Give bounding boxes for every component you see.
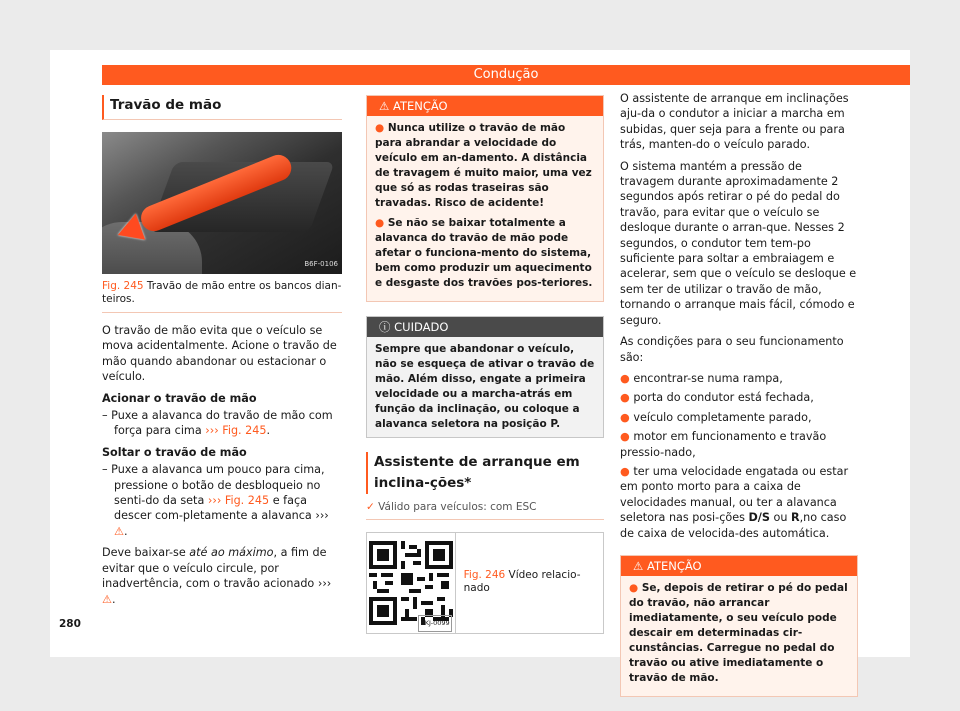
section2-title: Assistente de arranque em inclina-ções* [366, 452, 604, 494]
condition-item: ● veículo completamente parado, [620, 410, 812, 424]
warning-triangle-icon: ⚠ [633, 558, 644, 573]
warning-body [621, 576, 857, 696]
figure-link[interactable]: ››› Fig. 245 [205, 424, 267, 438]
photo-code: B6F-0106 [304, 259, 338, 268]
condition-item: ● porta do condutor está fechada, [620, 391, 814, 405]
qr-code-icon[interactable] [369, 541, 453, 625]
check-icon: ✓ [366, 501, 375, 513]
warning-item: ● Se não se baixar totalmente a alavanca do travão de mão pode afetar o funciona-mento do sistema, bem como produzir um aquecimento e desgaste dos travões pos-teriores. [375, 217, 593, 289]
condition-item: ● ter uma velocidade engatada ou estar em ponto morto para a caixa de velocidades manual, ou ter a alavanca seletora nas posi-ções D/S ou R,no caso de caixa de velocida-des automática. [620, 464, 849, 540]
column-2 [366, 95, 604, 634]
paragraph-3: As condições para o seu funcionamento são: [620, 335, 844, 364]
warning-triangle-icon[interactable]: ⚠ [102, 592, 113, 606]
warning-header: ⚠ ATENÇÃO [367, 96, 603, 116]
step-release: – Puxe a alavanca um pouco para cima, pressione o botão de desbloqueio no senti-do da seta ››› Fig. 245 e faça descer com-pletamente a alavanca ››› ⚠. [102, 463, 329, 538]
figure-number[interactable]: Fig. 245 [102, 280, 144, 292]
condition-item: ● encontrar-se numa rampa, [620, 371, 783, 385]
handbrake-photo [102, 132, 342, 274]
page [50, 50, 910, 684]
caution-body: Sempre que abandonar o veículo, não se esqueça de ativar o travão de mão. Além disso, engate a primeira velocidade ou a marcha-atrás em função da inclinação, ou coloque a alavanca seletora na posição P. [375, 343, 595, 430]
figure-number[interactable]: Fig. 246 [463, 569, 506, 582]
step-apply: – Puxe a alavanca do travão de mão com força para cima ››› Fig. 245. [102, 409, 333, 438]
condition-item: ● motor em funcionamento e travão pressio-nado, [620, 430, 827, 459]
section-title: Travão de mão [102, 95, 342, 120]
warning-triangle-icon: ⚠ [379, 99, 390, 113]
warning-item: ● Nunca utilize o travão de mão para abrandar a velocidade do veículo em an-damento. A distância de travagem é muito maior, uma vez que só as rodas traseiras são travadas. Risco de acidente! [375, 122, 592, 209]
warning-body [367, 116, 603, 301]
column-1 [102, 95, 342, 613]
info-circle-icon: ⓘ [379, 320, 391, 334]
warning-box [366, 95, 604, 302]
paragraph-1: O assistente de arranque em inclinações aju-da o condutor a iniciar a marcha em subidas, quer seja para a frente ou para trás, manten-do o veículo parado. [620, 92, 849, 152]
warning-link[interactable]: ››› [315, 509, 329, 523]
warning-link[interactable]: ››› [317, 577, 332, 591]
validity-note: ✓ Válido para veículos: com ESC [366, 500, 604, 520]
qr-caption: Fig. 246 Vídeo relacio-nado [463, 569, 581, 595]
warning-header: ⚠ ATENÇÃO [621, 556, 857, 576]
warning-box [620, 555, 858, 697]
caution-header: ⓘ CUIDADO [367, 317, 603, 337]
chapter-header: Condução [102, 65, 910, 85]
warning-triangle-icon[interactable]: ⚠ [114, 524, 125, 538]
page-number: 280 [59, 618, 81, 630]
qr-cell [367, 533, 456, 633]
qr-code-label: BKJ-0099 [418, 615, 451, 632]
warning-item: ● Se, depois de retirar o pé do pedal do travão, não arrancar imediatamente, o seu veículo pode descair em determinadas cir-cunstâncias. Carregue no pedal do travão ou ative imediatamente o travão de mão. [629, 581, 848, 684]
outro-paragraph: Deve baixar-se até ao máximo, a fim de evitar que o veículo circule, por inadvertência, com o travão acionado ››› ⚠. [102, 546, 332, 606]
figure-caption: Fig. 245 Travão de mão entre os bancos dian-teiros. [102, 280, 342, 313]
figure-link[interactable]: ››› Fig. 245 [207, 494, 270, 508]
column-3 [620, 92, 858, 711]
subheading-release: Soltar o travão de mão [102, 445, 247, 459]
caution-box [366, 316, 604, 438]
qr-figure [366, 532, 604, 634]
paragraph-2: O sistema mantém a pressão de travagem durante aproximadamente 2 segundos após retirar o pé do pedal do travão, para evitar que o veículo se desloque durante o arran-que. Nesses 2 segundos, o condutor tem tem-po suficiente para soltar a embraiagem e acelerar, sem que o veículo se desloque e sem ter de utilizar o travão de mão, tornando o arranque mais fácil, cómodo e seguro. [620, 159, 857, 327]
subheading-apply: Acionar o travão de mão [102, 391, 257, 405]
intro-paragraph: O travão de mão evita que o veículo se mova acidentalmente. Acione o travão de mão quando abandonar ou estacionar o veículo. [102, 324, 337, 384]
